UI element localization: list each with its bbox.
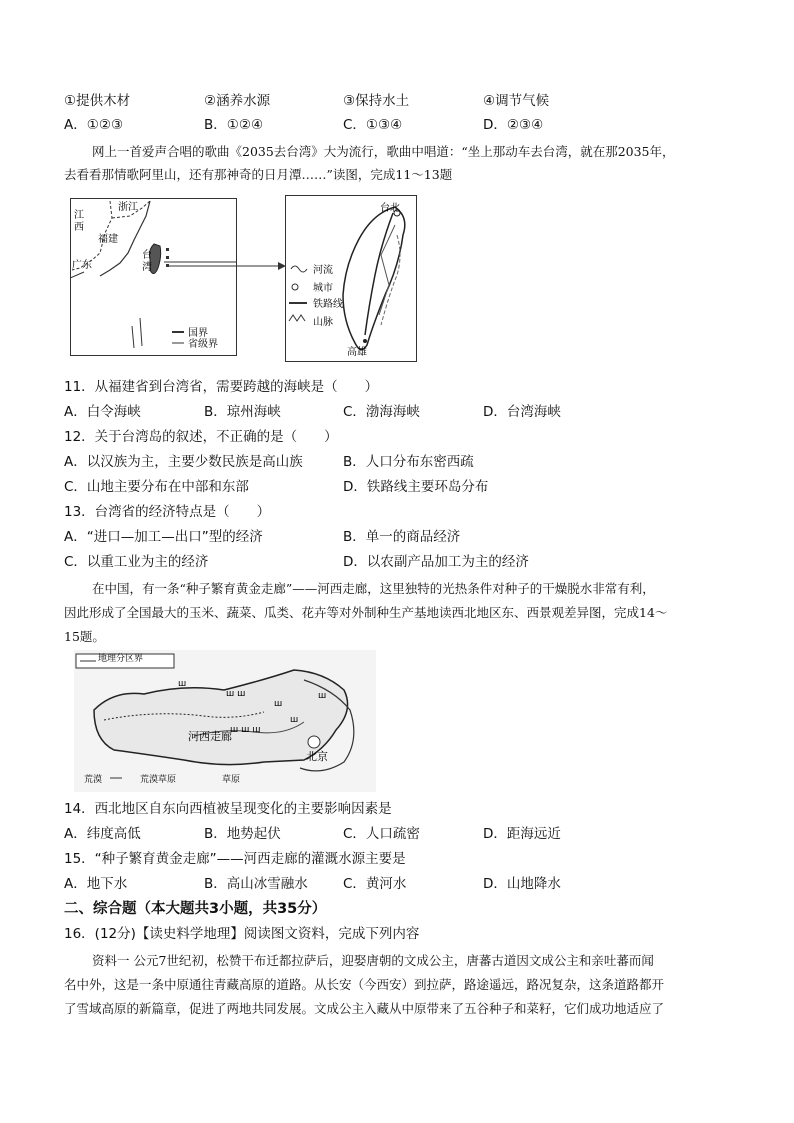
q16-material-line3: 了雪域高原的新篇章，促进了两地共同发展。文成公主入藏从中原带来了五谷种子和菜籽，它们成功地适应了 — [64, 1001, 665, 1016]
label-zhejiang: 浙江 — [118, 202, 138, 213]
q10-option-d: D．②③④ — [483, 117, 544, 133]
legend-desert: 荒漠 — [84, 775, 103, 785]
section2-title: 二、综合题（本大题共3小题，共35分） — [64, 901, 327, 917]
q16-material-line2: 名中外，这是一条中原通往青藏高原的道路。从长安（今西安）到拉萨，路途遥远，路况复杂，这条道路都开 — [64, 977, 665, 992]
q12-option-d: D．铁路线主要环岛分布 — [343, 479, 489, 495]
q14-option-d: D．距海远近 — [483, 826, 561, 842]
q12-stem: 12．关于台湾岛的叙述，不正确的是（ ） — [64, 429, 338, 445]
legend-geo-region-boundary: 地理分区界 — [98, 654, 144, 664]
legend-mountain: 山脉 — [313, 317, 333, 328]
label-wan: 湾 — [142, 262, 152, 273]
q14-option-a: A．纬度高低 — [64, 826, 141, 842]
passage1-line2: 去看看那情歌阿里山，还有那神奇的日月潭……”读图，完成11～13题 — [64, 167, 453, 182]
legend-railway: 铁路线 — [313, 299, 343, 310]
q10-choice-3: ③保持水土 — [343, 93, 410, 109]
q12-option-c: C．山地主要分布在中部和东部 — [64, 479, 249, 495]
label-jiang: 江 — [74, 210, 84, 221]
q14-option-c: C．人口疏密 — [343, 826, 420, 842]
q15-option-a: A．地下水 — [64, 876, 128, 892]
q15-option-c: C．黄河水 — [343, 876, 407, 892]
svg-text:ш ш ш: ш ш ш — [230, 725, 261, 735]
q10-choice-4: ④调节气候 — [483, 93, 550, 109]
legend-river: 河流 — [313, 265, 333, 276]
q16-material-line1: 资料一 公元7世纪初，松赞干布迁都拉萨后，迎娶唐朝的文成公主，唐蕃古道因文成公主和亲吐蕃而闻 — [92, 953, 654, 968]
label-fujian: 福建 — [98, 234, 118, 245]
legend-desert-steppe: 荒漠草原 — [140, 775, 177, 785]
q10-choice-1: ①提供木材 — [64, 93, 131, 109]
city-taipei: 台北 — [380, 203, 400, 214]
q14-option-b: B．地势起伏 — [204, 826, 281, 842]
q11-option-d: D．台湾海峡 — [483, 404, 561, 420]
svg-text:ш: ш — [290, 715, 299, 725]
label-guangdong: 广东 — [72, 260, 92, 271]
q11-option-b: B．琼州海峡 — [204, 404, 281, 420]
q11-option-a: A．白令海峡 — [64, 404, 141, 420]
label-hexi-corridor: 河西走廊 — [188, 730, 232, 743]
passage2-line3: 15题。 — [64, 629, 105, 644]
passage2-line1: 在中国，有一条“种子繁育黄金走廊”——河西走廊，这里独特的光热条件对种子的干燥脱水非常有利， — [92, 581, 655, 596]
legend-steppe: 草原 — [222, 775, 241, 785]
legend-national-border: 国界 — [188, 328, 208, 339]
q15-stem: 15．“种子繁育黄金走廊”——河西走廊的灌溉水源主要是 — [64, 851, 406, 867]
city-kaohsiung: 高雄 — [347, 347, 367, 358]
q13-stem: 13．台湾省的经济特点是（ ） — [64, 504, 271, 520]
svg-text:ш: ш — [274, 699, 283, 709]
label-beijing: 北京 — [306, 750, 328, 763]
q13-option-a: A．“进口—加工—出口”型的经济 — [64, 529, 263, 545]
q16-stem: 16．(12分)【读史料学地理】阅读图文资料，完成下列内容 — [64, 926, 420, 942]
arrow-icon — [166, 258, 286, 272]
q12-option-b: B．人口分布东密西疏 — [343, 454, 474, 470]
legend-provincial-border: 省级界 — [188, 339, 218, 350]
passage2-line2: 因此形成了全国最大的玉米、蔬菜、瓜类、花卉等对外制种生产基地读西北地区东、西景观差异图，完成14～ — [64, 605, 668, 620]
legend-city: 城市 — [313, 283, 333, 294]
q15-option-b: B．高山冰雪融水 — [204, 876, 308, 892]
q10-option-a: A．①②③ — [64, 117, 124, 133]
map-fujian-taiwan — [70, 198, 237, 356]
map-northwest-landscape — [74, 650, 376, 792]
label-xi: 西 — [74, 222, 84, 233]
q15-option-d: D．山地降水 — [483, 876, 561, 892]
q13-option-b: B．单一的商品经济 — [343, 529, 461, 545]
svg-text:ш ш: ш ш — [226, 689, 246, 699]
label-tai: 台 — [142, 250, 152, 261]
q10-choice-2: ②涵养水源 — [204, 93, 271, 109]
q10-option-c: C．①③④ — [343, 117, 403, 133]
svg-text:ш: ш — [318, 691, 327, 701]
passage1-line1: 网上一首爱声合唱的歌曲《2035去台湾》大为流行，歌曲中唱道：“坐上那动车去台湾，就在那2035年， — [92, 144, 675, 159]
q13-option-d: D．以农副产品加工为主的经济 — [343, 554, 529, 570]
q14-stem: 14．西北地区自东向西植被呈现变化的主要影响因素是 — [64, 801, 392, 817]
q11-stem: 11．从福建省到台湾省，需要跨越的海峡是（ ） — [64, 379, 379, 395]
q11-option-c: C．渤海海峡 — [343, 404, 420, 420]
map-taiwan-detail — [285, 195, 417, 362]
q13-option-c: C．以重工业为主的经济 — [64, 554, 209, 570]
q10-option-b: B．①②④ — [204, 117, 264, 133]
q12-option-a: A．以汉族为主，主要少数民族是高山族 — [64, 454, 303, 470]
svg-text:ш: ш — [178, 679, 187, 689]
